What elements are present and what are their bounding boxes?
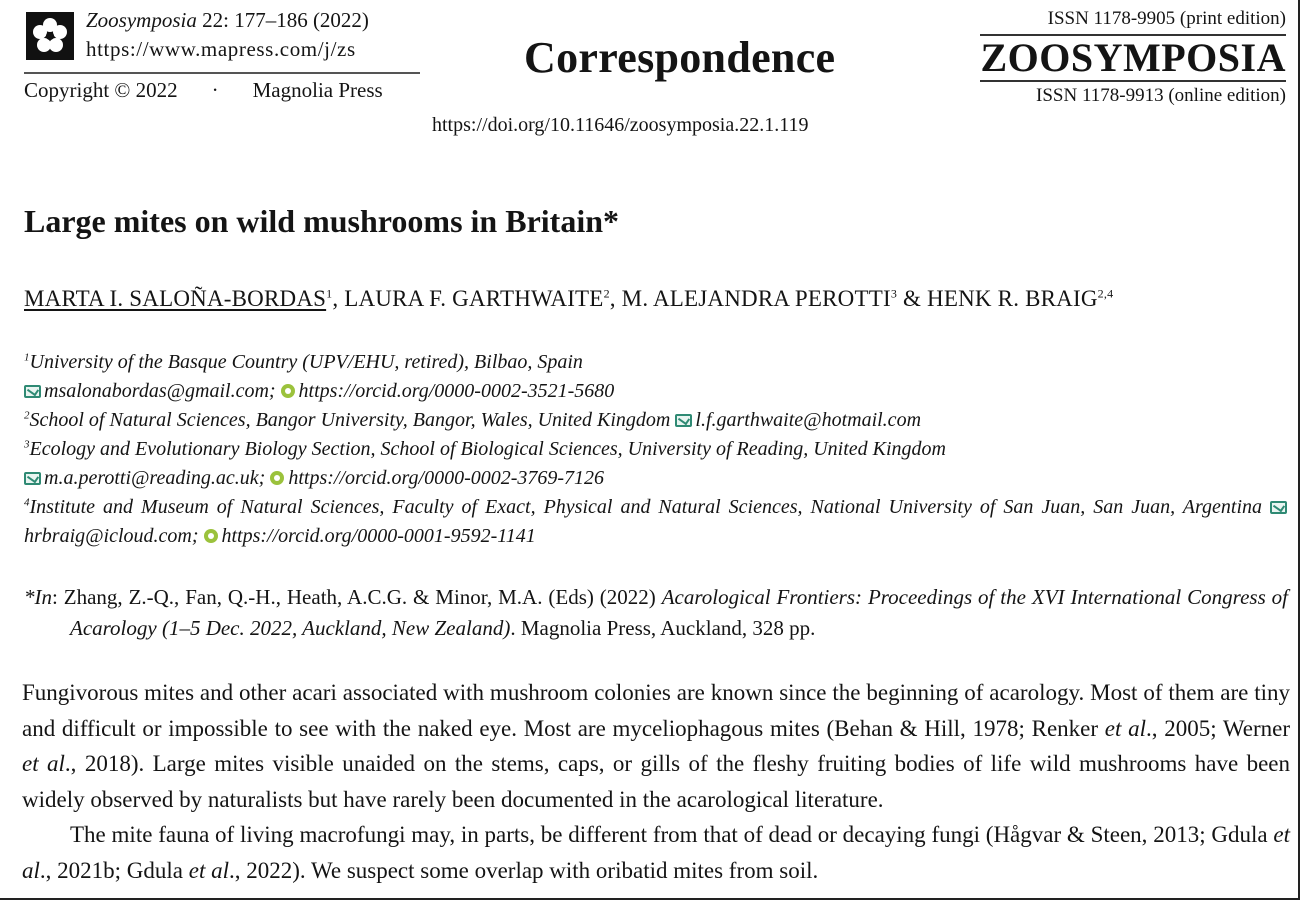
orcid-link[interactable]: https://orcid.org/0000-0001-9592-1141 xyxy=(221,525,536,547)
affil-text: School of Natural Sciences, Bangor University, Bangor, Wales, United Kingdom xyxy=(29,409,671,431)
email-link[interactable]: l.f.garthwaite@hotmail.com xyxy=(695,409,922,431)
book-title: Acarological Frontiers: Proceedings of the XVI International Congress of Acarology (1–5 Dec. 2022, Auckland, New Zealand) xyxy=(70,585,1288,640)
orcid-icon xyxy=(270,471,284,485)
body-text: ., 2022). We suspect some overlap with oribatid mites from soil. xyxy=(229,857,819,883)
affil-sup: 2 xyxy=(24,409,30,422)
header-divider xyxy=(24,72,420,74)
body-text: The mite fauna of living macrofungi may, in parts, be different from that of dead or decaying fungi (Hågvar & Steen, 2013; Gdula xyxy=(70,822,1274,847)
copyright: Copyright © 2022 xyxy=(24,78,178,102)
affil-sup: 1 xyxy=(24,351,30,364)
affil-text: Ecology and Evolutionary Biology Section, School of Biological Sciences, University of Reading, United Kingdom xyxy=(29,438,946,460)
proceedings-note xyxy=(24,582,1288,644)
author-name: LAURA F. GARTHWAITE xyxy=(344,286,604,311)
email-icon xyxy=(1270,501,1287,514)
affiliation-2 xyxy=(24,406,1290,435)
journal-citation xyxy=(86,6,369,64)
in-text: : Zhang, Z.-Q., Fan, Q.-H., Heath, A.C.G. & Minor, M.A. (Eds) (2022) xyxy=(52,585,662,609)
publisher-logo-icon xyxy=(26,12,74,60)
affil-text: Institute and Museum of Natural Sciences, Faculty of Exact, Physical and Natural Sciences, National University of San Juan, San Juan, Argentina xyxy=(29,496,1262,518)
orcid-link[interactable]: https://orcid.org/0000-0002-3521-5680 xyxy=(298,380,615,402)
body-text: ., 2018). Large mites visible unaided on the stems, caps, or gills of the fleshy fruiting bodies of life wild mushrooms have been widely observed by naturalists but have rarely been documented in the acarological literature. xyxy=(22,751,1290,812)
volume-pages: 22: 177–186 (2022) xyxy=(202,8,369,32)
author-affil-sup: 1 xyxy=(326,286,333,301)
email-icon xyxy=(24,472,41,485)
affil-sup: 3 xyxy=(24,438,30,451)
separator: · xyxy=(211,78,219,102)
affiliation-1 xyxy=(24,348,1290,377)
email-link[interactable]: hrbraig@icloud.com; xyxy=(24,525,199,547)
body-text: ., 2021b; Gdula xyxy=(39,857,189,883)
affiliations xyxy=(24,348,1290,551)
etal: et al xyxy=(22,751,65,776)
author-name[interactable]: MARTA I. SALOÑA-BORDAS xyxy=(24,286,327,311)
publisher: Magnolia Press xyxy=(252,78,383,102)
author-affil-sup: 2,4 xyxy=(1097,286,1114,301)
issn-print: ISSN 1178-9905 (print edition) xyxy=(1047,8,1286,29)
article-body xyxy=(22,675,1290,888)
journal-logo-text: ZOOSYMPOSIA xyxy=(980,35,1286,80)
email-icon xyxy=(24,385,41,398)
in-text: . Magnolia Press, Auckland, 328 pp. xyxy=(510,616,816,640)
section-heading: Correspondence xyxy=(524,33,836,82)
issn-online: ISSN 1178-9913 (online edition) xyxy=(1036,85,1286,106)
body-text: ., 2005; Werner xyxy=(1145,715,1290,741)
in-label: *In xyxy=(24,585,52,609)
email-link[interactable]: m.a.perotti@reading.ac.uk; xyxy=(44,467,266,489)
email-link[interactable]: msalonabordas@gmail.com; xyxy=(44,380,276,402)
masthead-rule-bottom xyxy=(980,80,1286,82)
journal-name: Zoosymposia xyxy=(86,8,197,32)
orcid-link[interactable]: https://orcid.org/0000-0002-3769-7126 xyxy=(288,467,605,489)
author-name: M. ALEJANDRA PEROTTI xyxy=(621,286,891,311)
author-affil-sup: 2 xyxy=(603,286,610,301)
etal: et al xyxy=(188,857,229,883)
journal-url[interactable]: https://www.mapress.com/j/zs xyxy=(86,37,356,61)
author-separator: , xyxy=(332,286,345,311)
journal-masthead xyxy=(980,6,1286,109)
article-title: Large mites on wild mushrooms in Britain* xyxy=(24,203,619,239)
affiliation-1-contacts xyxy=(24,377,1290,406)
copyright-line xyxy=(24,76,383,104)
etal: et al xyxy=(22,822,1290,883)
body-paragraph xyxy=(22,817,1290,888)
doi-link[interactable]: https://doi.org/10.11646/zoosymposia.22.1.119 xyxy=(432,114,809,136)
affil-sup: 4 xyxy=(24,496,30,509)
orcid-icon xyxy=(281,384,295,398)
orcid-icon xyxy=(204,529,218,543)
affil-text: University of the Basque Country (UPV/EHU, retired), Bilbao, Spain xyxy=(29,351,583,373)
email-icon xyxy=(675,414,692,427)
author-separator: , xyxy=(609,286,622,311)
affiliation-3-contacts xyxy=(24,464,1290,493)
body-paragraph xyxy=(22,675,1290,817)
author-list xyxy=(24,282,1288,316)
author-name: HENK R. BRAIG xyxy=(927,286,1098,311)
etal: et al xyxy=(1104,715,1146,741)
affiliation-4 xyxy=(24,493,1290,551)
author-ampersand: & xyxy=(897,286,928,311)
author-affil-sup: 3 xyxy=(890,286,898,301)
body-text: Fungivorous mites and other acari associated with mushroom colonies are known since the beginning of acarology. Most of them are tiny and difficult or impossible to see with the naked eye. Most are myceliophagous mites (Behan & Hill, 1978; Renker xyxy=(22,680,1290,741)
affiliation-3 xyxy=(24,435,1290,464)
